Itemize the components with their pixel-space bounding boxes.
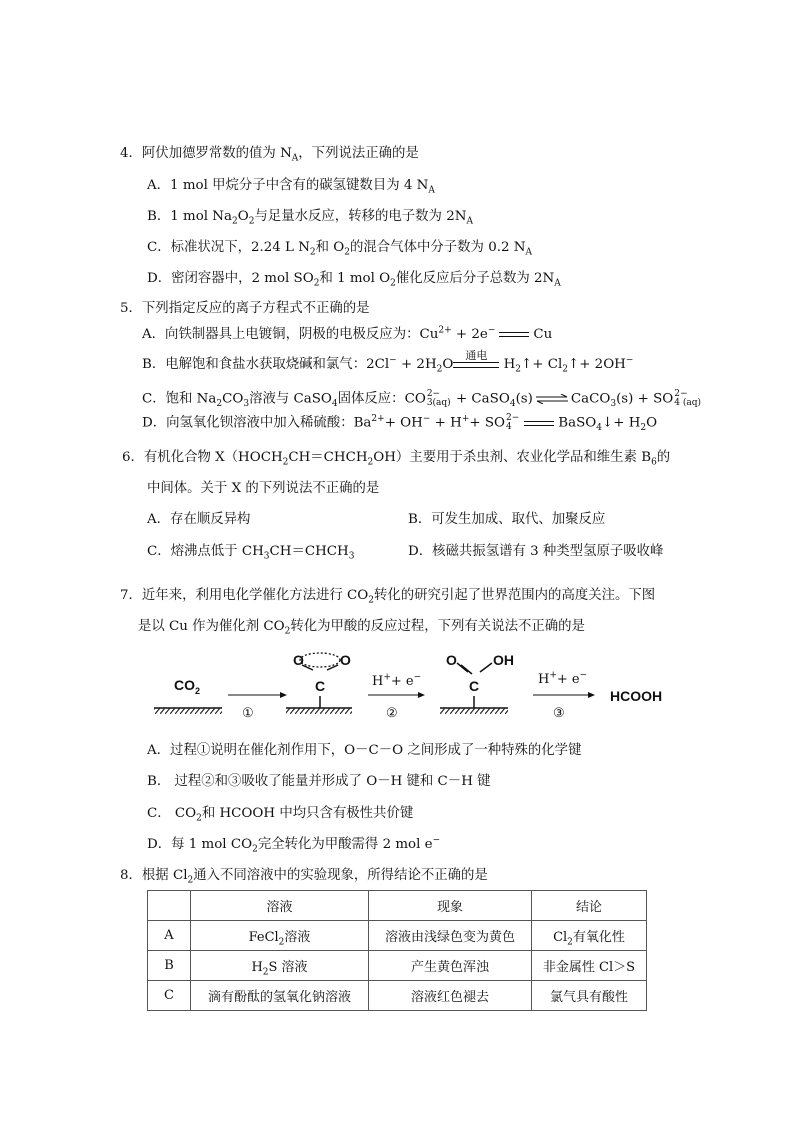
q6-option-a[interactable]: A．存在顺反异构	[147, 512, 251, 527]
solution-cell: 滴有酚酞的氢氧化钠溶液	[191, 981, 369, 1011]
adsorbate1-c: C	[315, 678, 326, 694]
step-3-label: ③	[553, 706, 565, 721]
co2-reduction-diagram	[150, 648, 680, 728]
q5-option-c[interactable]: C．饱和 $Na_2CO_3$溶液与 CaSO$_4$固体反应：CO 2− 3(aq) + CaSO$_4$(s) CaCO$_3$(s) + SO 2− 4 (aq)	[142, 389, 702, 410]
experiment-table	[147, 890, 647, 1011]
reagent-label-2: H++ e−	[372, 672, 422, 689]
table-row	[148, 981, 647, 1011]
table-header-row	[148, 891, 647, 921]
q4-option-a[interactable]: A．1 mol 甲烷分子中含有的碳氢键数目为 4 $N_A$	[147, 178, 435, 196]
q4-stem: 4．阿伏加德罗常数的值为 $N_A$，下列说法正确的是	[120, 146, 419, 164]
q7-option-c[interactable]: C． $CO_2$和 HCOOH 中均只含有极性共价键	[147, 806, 414, 824]
q6-stem-line2: 中间体。关于 X 的下列说法不正确的是	[147, 481, 380, 496]
q7-stem: 7．近年来，利用电化学催化方法进行 $CO_2$转化的研究引起了世界范围内的高度关注。下图	[120, 588, 656, 606]
catalyst-surface-2	[286, 708, 352, 714]
q6-option-c[interactable]: C．熔沸点低于 $CH_3CH=CHCH_3$	[147, 544, 355, 562]
equals-sign	[524, 421, 554, 426]
table-header-cell: 结论	[532, 891, 647, 921]
q7-option-b[interactable]: B． 过程②和③吸收了能量并形成了 O－H 键和 C－H 键	[147, 774, 491, 789]
table-header-cell: 溶液	[191, 891, 369, 921]
adsorbate2-oh: OH	[493, 652, 514, 668]
q7-stem-line2: 是以 Cu 作为催化剂 $CO_2$转化为甲酸的反应过程，下列有关说法不正确的是	[138, 619, 585, 637]
q7-option-d[interactable]: D．每 1 mol $CO_2$完全转化为甲酸需得 2 mol e−	[147, 835, 441, 855]
table-row	[148, 951, 647, 981]
co2-label: $CO_2$	[174, 677, 201, 696]
q5-option-d[interactable]: D．向氢氧化钡溶液中加入稀硫酸：$Ba^{2+}+ OH^- + H^++$ SO 2− 4 BaSO$_4$↓+ $H_2O$	[142, 413, 658, 434]
row-label: C	[148, 981, 191, 1011]
q4-option-b[interactable]: B．1 mol $Na_2O_2$与足量水反应，转移的电子数为 $2N_A$	[147, 209, 473, 227]
adsorbate1-o-right: O	[340, 652, 351, 668]
catalyst-surface-3	[440, 708, 508, 714]
table-row	[148, 921, 647, 951]
q6-option-d[interactable]: D．核磁共振氢谱有 3 种类型氢原子吸收峰	[408, 544, 664, 559]
q4-option-c[interactable]: C．标准状况下，2.24 L $N_2$和 $O_2$的混合气体中分子数为 0.2 $N_A$	[147, 240, 532, 258]
electrolysis-condition: 通电	[453, 362, 499, 368]
table-header-cell: 现象	[369, 891, 532, 921]
arrow-1-icon	[228, 692, 287, 698]
conclusion-cell: $Cl_2$有氧化性	[532, 921, 647, 951]
catalyst-surface-1	[154, 708, 222, 714]
hcooh-label: HCOOH	[610, 688, 663, 704]
table-header-cell	[148, 891, 191, 921]
arrow-3-icon	[533, 692, 595, 698]
phenomenon-cell: 产生黄色浑浊	[369, 951, 532, 981]
row-label: B	[148, 951, 191, 981]
reagent-label-3: H++ e−	[538, 670, 588, 687]
equilibrium-arrow-icon	[535, 394, 569, 404]
conclusion-cell: 氯气具有酸性	[532, 981, 647, 1011]
q6-stem: 6．有机化合物 $X(HOCH_2CH=CHCH_2OH)$主要用于杀虫剂、农业化学品和维生素 $B_6$的	[122, 450, 671, 468]
phenomenon-cell: 溶液由浅绿色变为黄色	[369, 921, 532, 951]
conclusion-cell: 非金属性 Cl＞S	[532, 951, 647, 981]
adsorbate1-o-left: O	[293, 652, 304, 668]
q6-option-b[interactable]: B．可发生加成、取代、加聚反应	[408, 512, 606, 527]
q5-stem: 5．下列指定反应的离子方程式不正确的是	[120, 301, 370, 316]
solution-cell: $H_2S$ 溶液	[191, 951, 369, 981]
adsorbate2-o: O	[446, 652, 457, 668]
solution-cell: FeCl$_2$溶液	[191, 921, 369, 951]
step-1-label: ①	[242, 706, 254, 721]
adsorbate2-c: C	[469, 678, 480, 694]
row-label: A	[148, 921, 191, 951]
equals-sign	[499, 332, 529, 337]
phenomenon-cell: 溶液红色褪去	[369, 981, 532, 1011]
q7-option-a[interactable]: A．过程①说明在催化剂作用下，O－C－O 之间形成了一种特殊的化学键	[147, 743, 582, 758]
q5-option-a[interactable]: A．向铁制器具上电镀铜，阴极的电极反应为：$Cu^{2+} + 2e^-$ Cu	[142, 325, 553, 342]
q5-option-b[interactable]: B．电解饱和食盐水获取烧碱和氯气：$2Cl^- + 2H_2O$ 通电 $H_2↑+$ $Cl_2↑+ 2OH^-$	[142, 348, 634, 375]
q4-option-d[interactable]: D．密闭容器中，2 mol $SO_2$和 1 mol $O_2$催化反应后分子总数为 $2N_A$	[147, 271, 561, 289]
q8-stem: 8．根据 $Cl_2$通入不同溶液中的实验现象，所得结论不正确的是	[120, 868, 488, 886]
arrow-2-icon	[368, 692, 425, 698]
step-2-label: ②	[386, 706, 398, 721]
